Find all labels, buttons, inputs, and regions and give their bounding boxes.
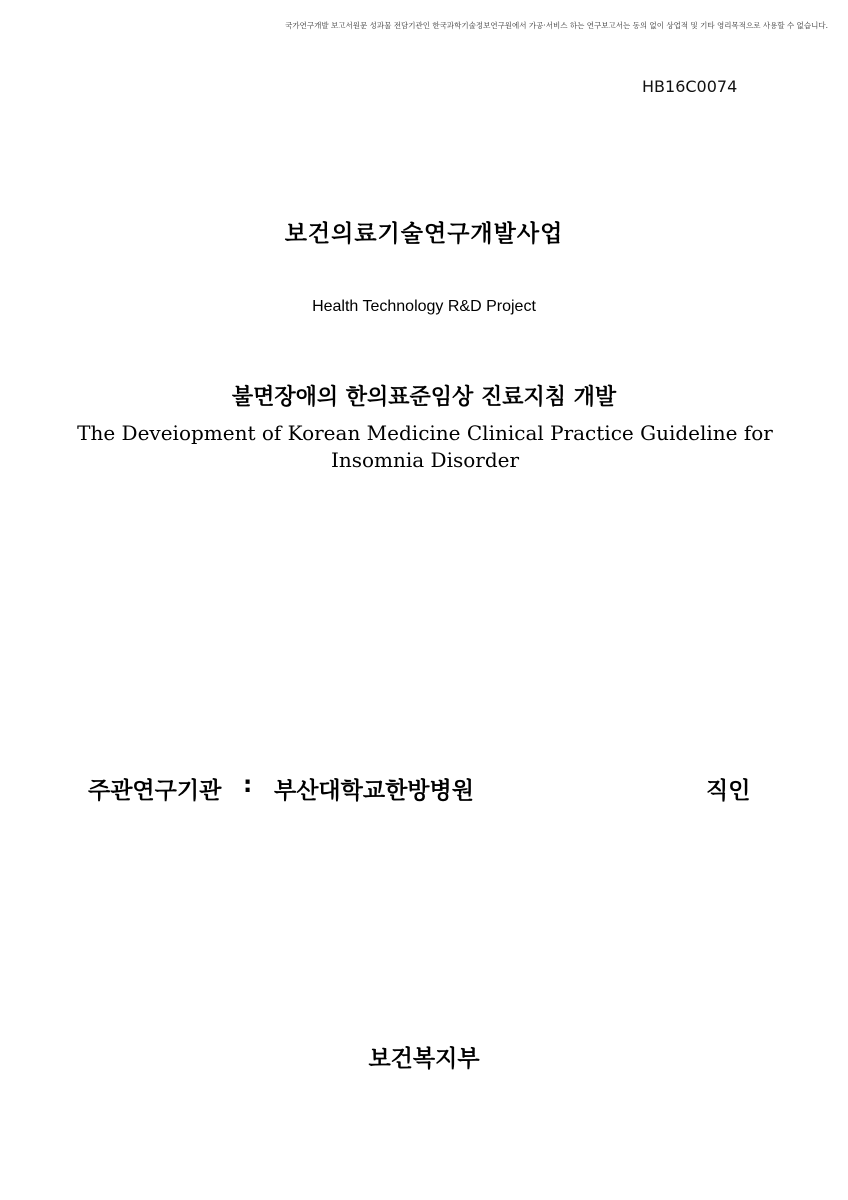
report-title-english-line-2: Insomnia Disorder [330,448,520,472]
institution-label: 주관연구기관 [88,778,222,804]
institution-colon: : [243,772,253,798]
report-title-english [60,420,790,474]
project-code: HB16C0074 [642,77,738,96]
institution-name: 부산대학교한방병원 [274,778,474,804]
ministry-name: 보건복지부 [368,1046,480,1072]
report-title-english-line-1: The Deveiopment of Korean Medicine Clinical Practice Guideline for [77,421,773,445]
program-title-english: Health Technology R&D Project [312,298,536,315]
copyright-notice: 국가연구개발 보고서원문 성과물 전담기관인 한국과학기술정보연구원에서 가공·서비스 하는 연구보고서는 동의 없이 상업적 및 기타 영리목적으로 사용할 수 없습니다. [285,21,828,30]
report-title: 불면장애의 한의표준임상 진료지침 개발 [231,385,617,410]
official-seal-text: 직인 [706,778,751,804]
lead-institution-row [88,772,768,808]
program-title: 보건의료기술연구개발사업 [284,221,564,247]
